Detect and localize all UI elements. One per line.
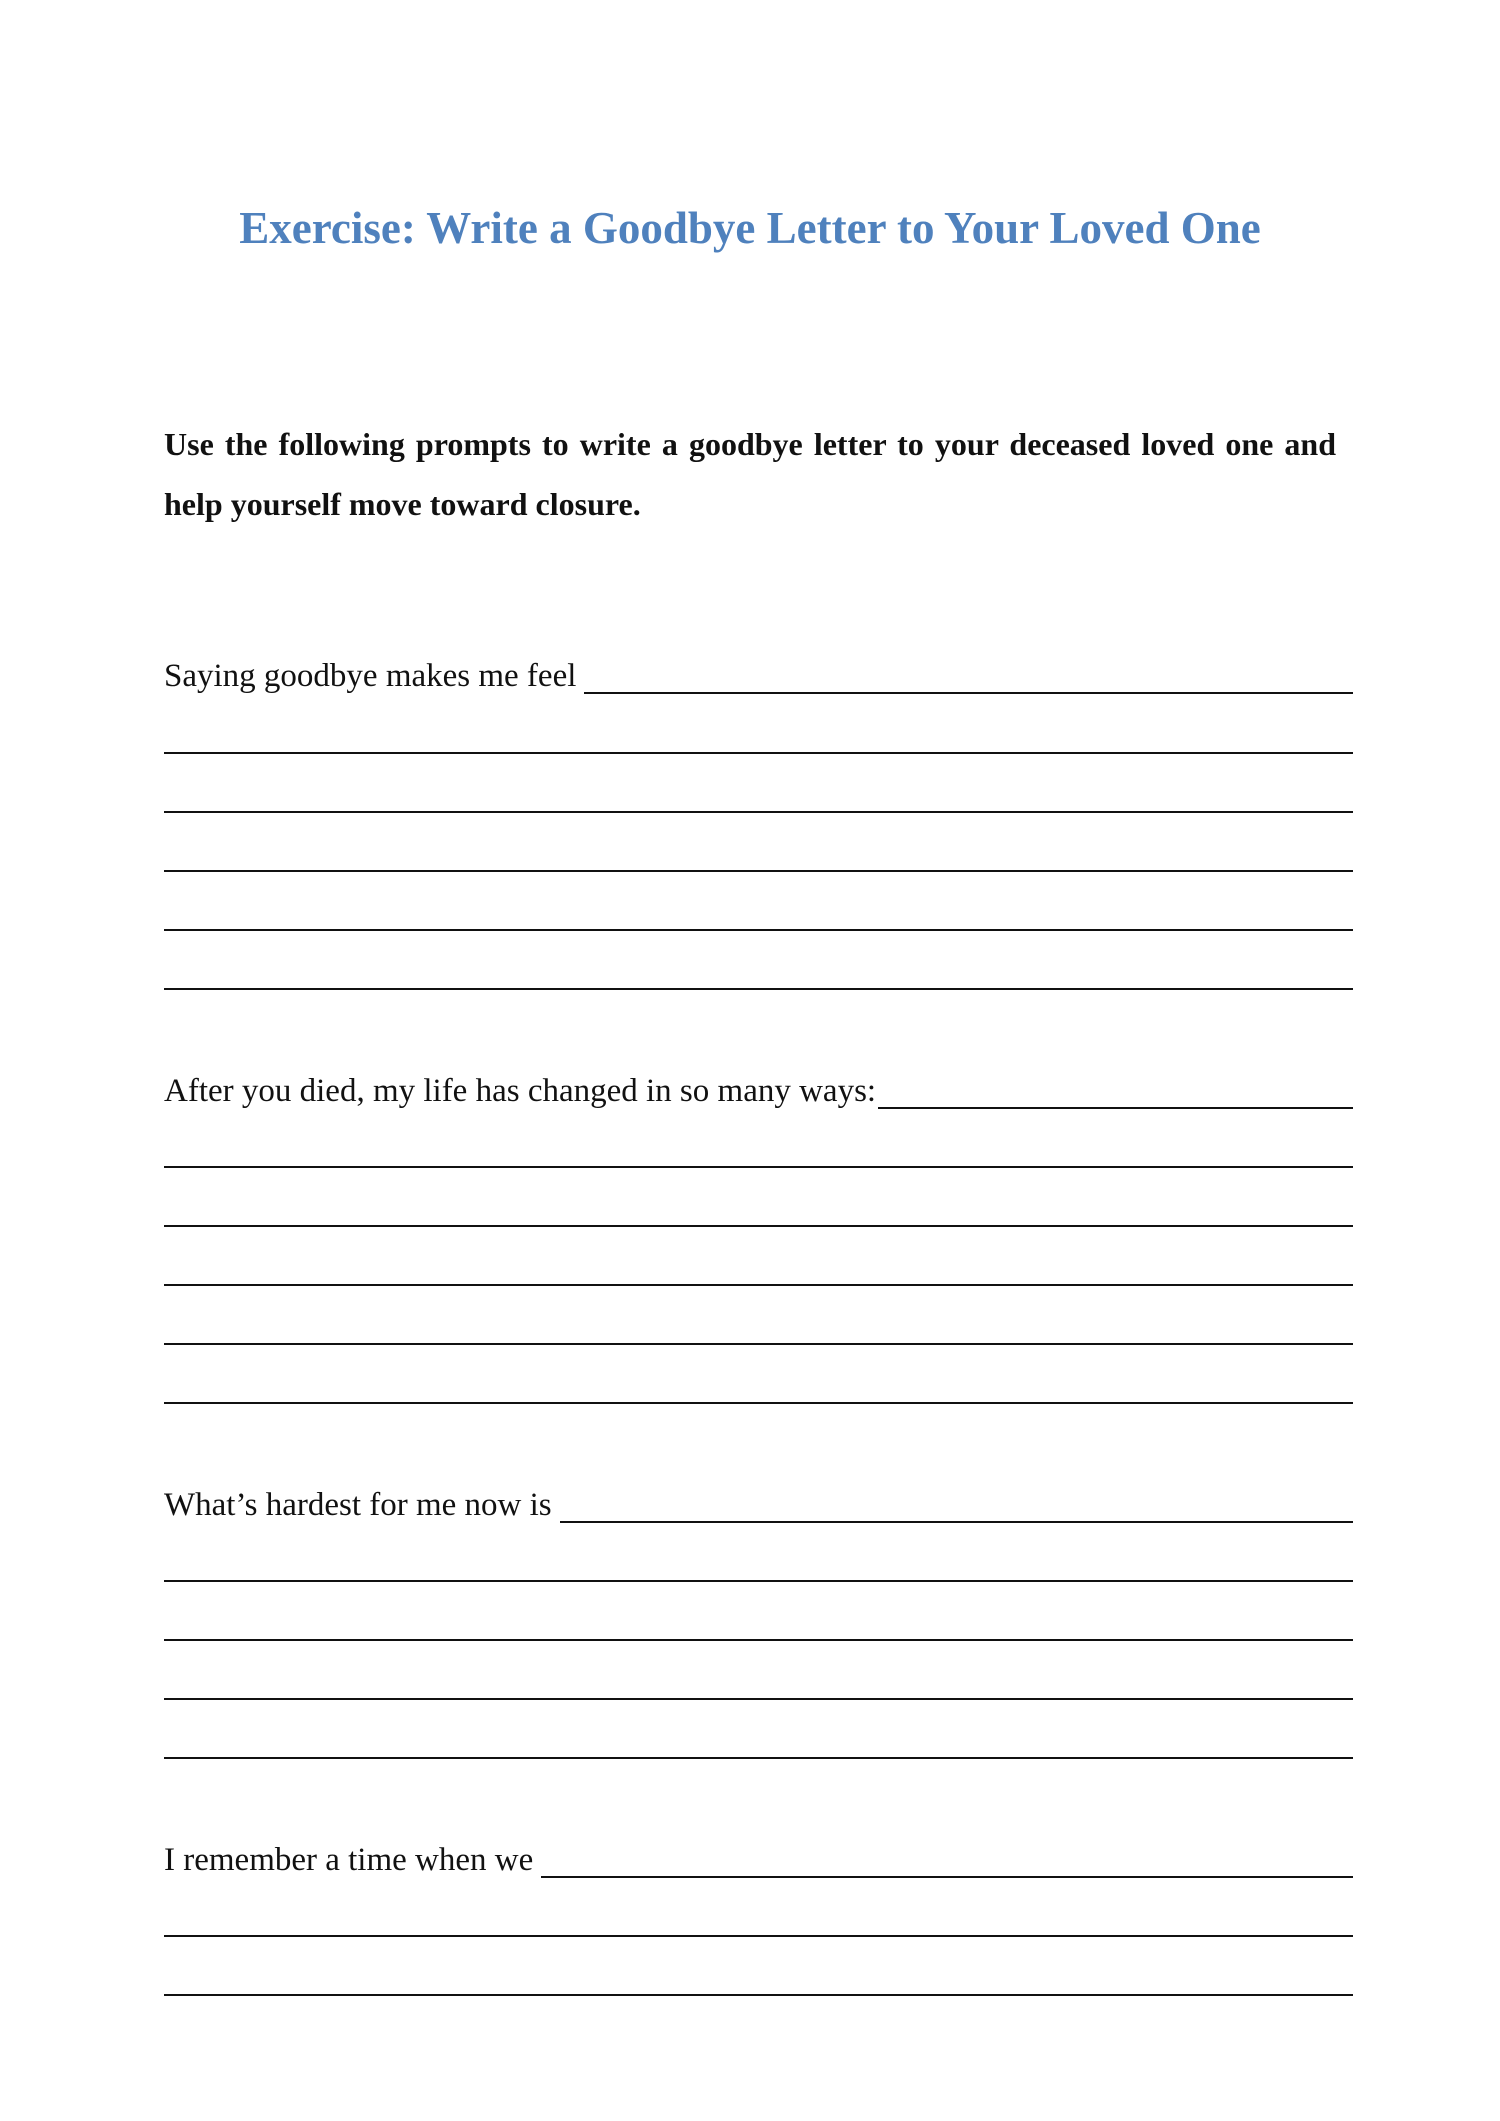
answer-line[interactable] <box>560 1521 1353 1523</box>
prompt-label: I remember a time when we <box>164 1842 534 1878</box>
instructions: Use the following prompts to write a goodbye letter to your deceased loved one and help yourself move toward closure. <box>164 426 1336 522</box>
answer-line[interactable] <box>164 1284 1353 1286</box>
answer-line[interactable] <box>164 870 1353 872</box>
answer-line[interactable] <box>164 1225 1353 1227</box>
prompt-hardest[interactable] <box>164 1485 1353 1525</box>
answer-line[interactable] <box>164 1698 1353 1700</box>
answer-line[interactable] <box>878 1107 1353 1109</box>
answer-line[interactable] <box>164 1343 1353 1345</box>
answer-line[interactable] <box>164 1402 1353 1404</box>
prompt-label: Saying goodbye makes me feel <box>164 658 577 694</box>
answer-line[interactable] <box>164 1166 1353 1168</box>
answer-line[interactable] <box>164 1994 1353 1996</box>
answer-line[interactable] <box>584 692 1353 694</box>
answer-line[interactable] <box>164 1935 1353 1937</box>
prompt-life-changed[interactable] <box>164 1071 1353 1111</box>
prompt-label: What’s hardest for me now is <box>164 1487 552 1523</box>
prompt-label: After you died, my life has changed in so many ways: <box>164 1073 877 1109</box>
answer-line[interactable] <box>541 1876 1353 1878</box>
answer-line[interactable] <box>164 1639 1353 1641</box>
answer-line[interactable] <box>164 752 1353 754</box>
prompt-remember[interactable] <box>164 1840 1353 1880</box>
answer-line[interactable] <box>164 929 1353 931</box>
answer-line[interactable] <box>164 1580 1353 1582</box>
answer-line[interactable] <box>164 811 1353 813</box>
page-title: Exercise: Write a Goodbye Letter to Your Loved One <box>239 203 1261 253</box>
answer-line[interactable] <box>164 1757 1353 1759</box>
prompt-feel[interactable] <box>164 656 1353 696</box>
answer-line[interactable] <box>164 988 1353 990</box>
